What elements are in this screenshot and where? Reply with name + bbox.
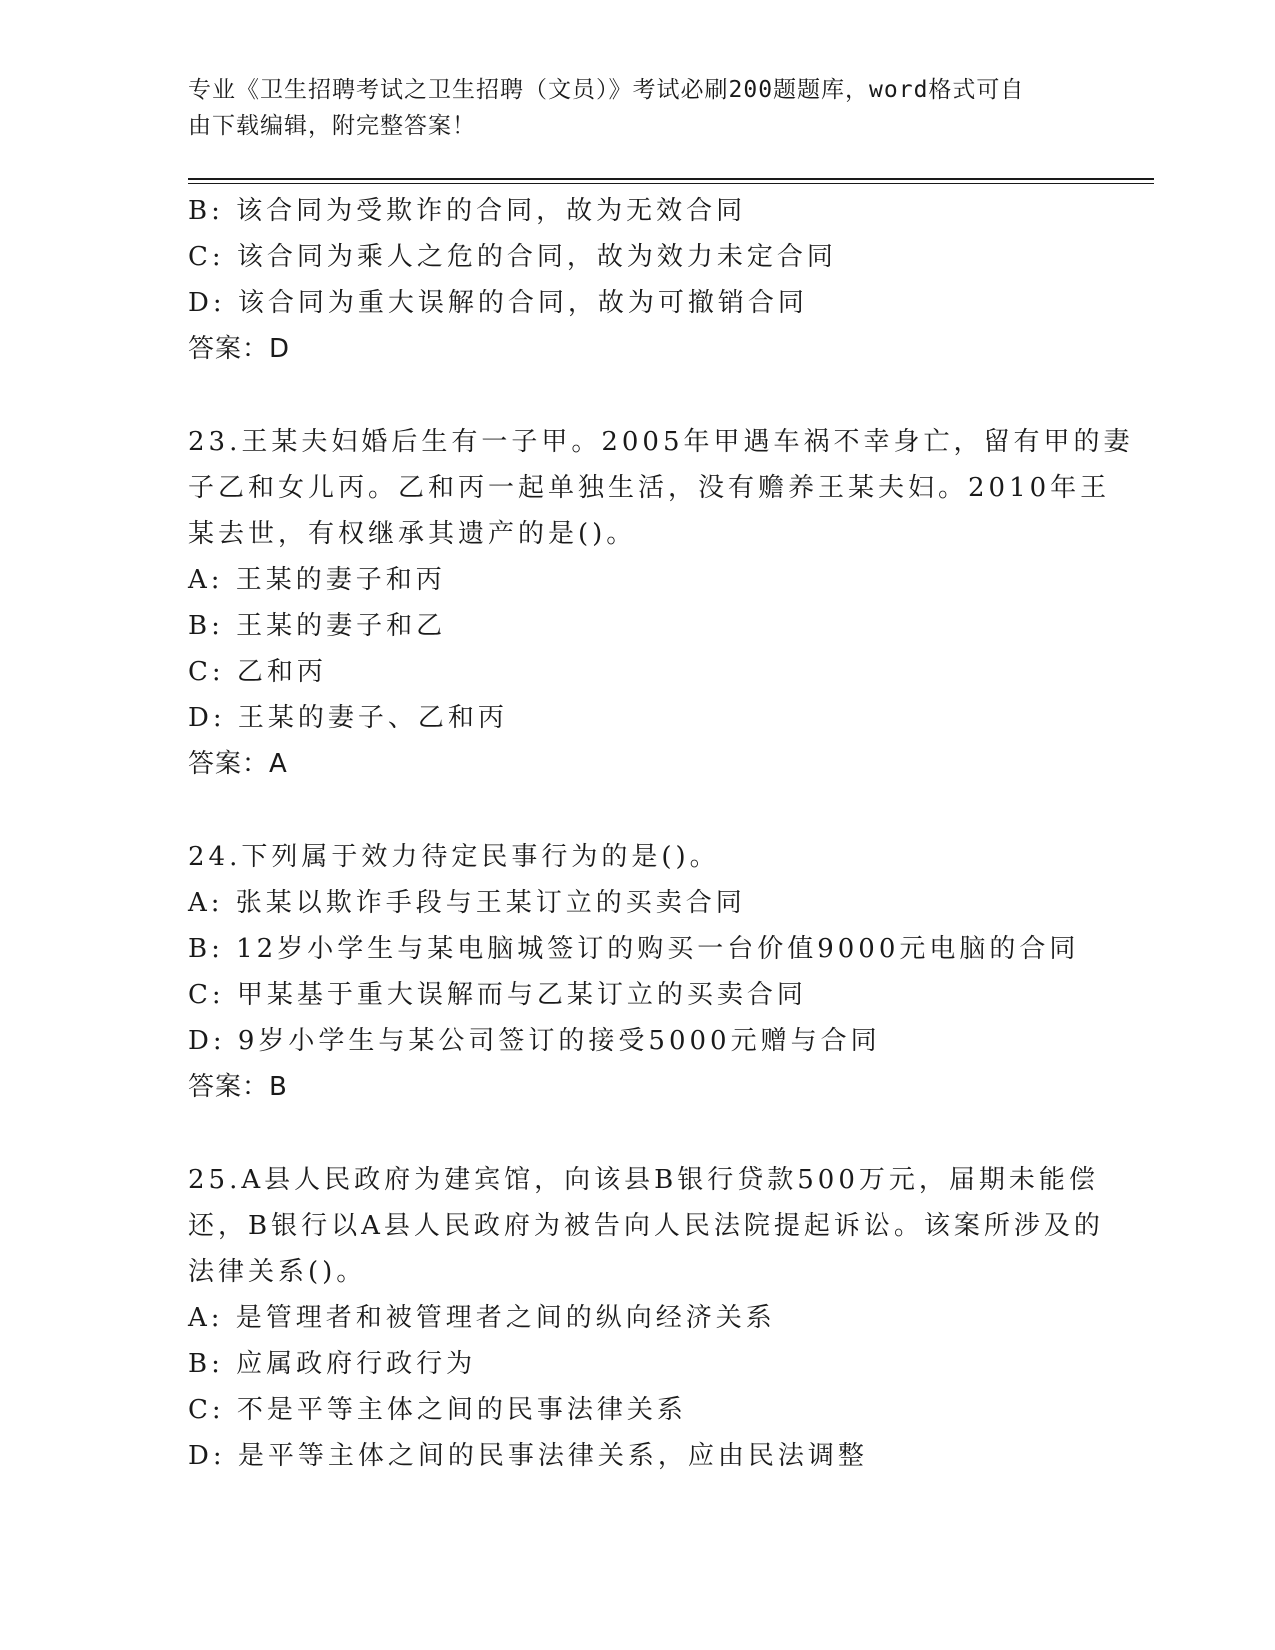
question-text-line: 24.下列属于效力待定民事行为的是()。 [188, 842, 720, 872]
option-b: B: 该合同为受欺诈的合同，故为无效合同 [188, 196, 747, 226]
option-c: C: 乙和丙 [188, 657, 327, 687]
spacer [188, 372, 1088, 419]
question-23 [188, 419, 1134, 787]
option-a: A: 张某以欺诈手段与王某订立的买卖合同 [188, 888, 746, 918]
header-rule-thin [188, 183, 1154, 184]
question-list [188, 188, 1134, 1479]
option-d: D: 该合同为重大误解的合同，故为可撤销合同 [188, 288, 808, 318]
option-c: C: 不是平等主体之间的民事法律关系 [188, 1395, 687, 1425]
question-text-line: 某去世，有权继承其遗产的是()。 [188, 519, 637, 549]
option-c: C: 甲某基于重大误解而与乙某订立的买卖合同 [188, 980, 807, 1010]
option-b: B: 应属政府行政行为 [188, 1349, 477, 1379]
question-text-line: 23.王某夫妇婚后生有一子甲。2005年甲遇车祸不幸身亡，留有甲的妻 [188, 427, 1134, 457]
question-25 [188, 1157, 1104, 1479]
spacer [188, 1110, 1088, 1157]
question-text-line: 25.A县人民政府为建宾馆，向该县B银行贷款500万元，届期未能偿 [188, 1165, 1099, 1195]
question-24 [188, 834, 1088, 1110]
header-rule-thick [188, 178, 1154, 180]
header-line-2: 由下载编辑，附完整答案！ [188, 113, 476, 139]
question-text-line: 法律关系()。 [188, 1257, 367, 1287]
header-line-1: 专业《卫生招聘考试之卫生招聘（文员）》考试必刷200题题库，word格式可自 [188, 77, 1025, 103]
document-header [188, 72, 1068, 144]
spacer [188, 787, 1088, 834]
answer-line: 答案：A [188, 749, 288, 779]
option-d: D: 是平等主体之间的民事法律关系，应由民法调整 [188, 1441, 868, 1471]
option-c: C: 该合同为乘人之危的合同，故为效力未定合同 [188, 242, 837, 272]
option-b: B: 王某的妻子和乙 [188, 611, 447, 641]
option-d: D: 王某的妻子、乙和丙 [188, 703, 508, 733]
question-text-line: 子乙和女儿丙。乙和丙一起单独生活，没有赡养王某夫妇。2010年王 [188, 473, 1111, 503]
answer-line: 答案：D [188, 334, 291, 364]
question-text-line: 还，B银行以A县人民政府为被告向人民法院提起诉讼。该案所涉及的 [188, 1211, 1104, 1241]
option-d: D: 9岁小学生与某公司签订的接受5000元赠与合同 [188, 1026, 881, 1056]
option-b: B: 12岁小学生与某电脑城签订的购买一台价值9000元电脑的合同 [188, 934, 1080, 964]
option-a: A: 是管理者和被管理者之间的纵向经济关系 [188, 1303, 776, 1333]
option-a: A: 王某的妻子和丙 [188, 565, 446, 595]
answer-line: 答案：B [188, 1072, 288, 1102]
question-22-continued [188, 188, 1088, 372]
